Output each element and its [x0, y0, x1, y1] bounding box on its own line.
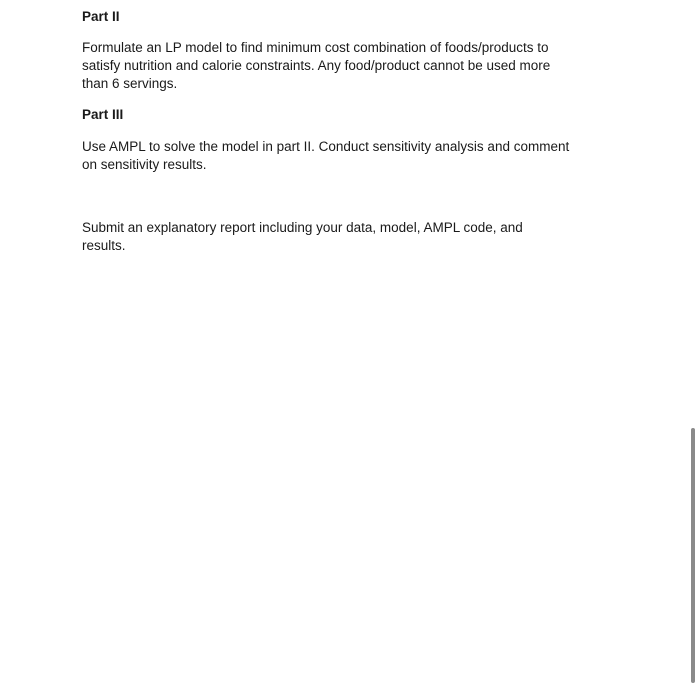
- submission-paragraph: [82, 219, 627, 255]
- part-3-heading: Part III: [82, 107, 124, 122]
- paragraph-line: on sensitivity results.: [82, 157, 207, 172]
- part-2-heading: Part II: [82, 9, 120, 24]
- paragraph-line: Formulate an LP model to find minimum cost combination of foods/products to: [82, 40, 549, 55]
- part-2-paragraph: [82, 39, 627, 93]
- paragraph-line: than 6 servings.: [82, 76, 178, 91]
- part-3-paragraph: [82, 138, 627, 174]
- paragraph-line: results.: [82, 238, 126, 253]
- paragraph-line: Use AMPL to solve the model in part II. Conduct sensitivity analysis and comment: [82, 139, 570, 154]
- paragraph-line: Submit an explanatory report including your data, model, AMPL code, and: [82, 220, 523, 235]
- vertical-scrollbar[interactable]: [691, 428, 695, 683]
- paragraph-line: satisfy nutrition and calorie constraints. Any food/product cannot be used more: [82, 58, 551, 73]
